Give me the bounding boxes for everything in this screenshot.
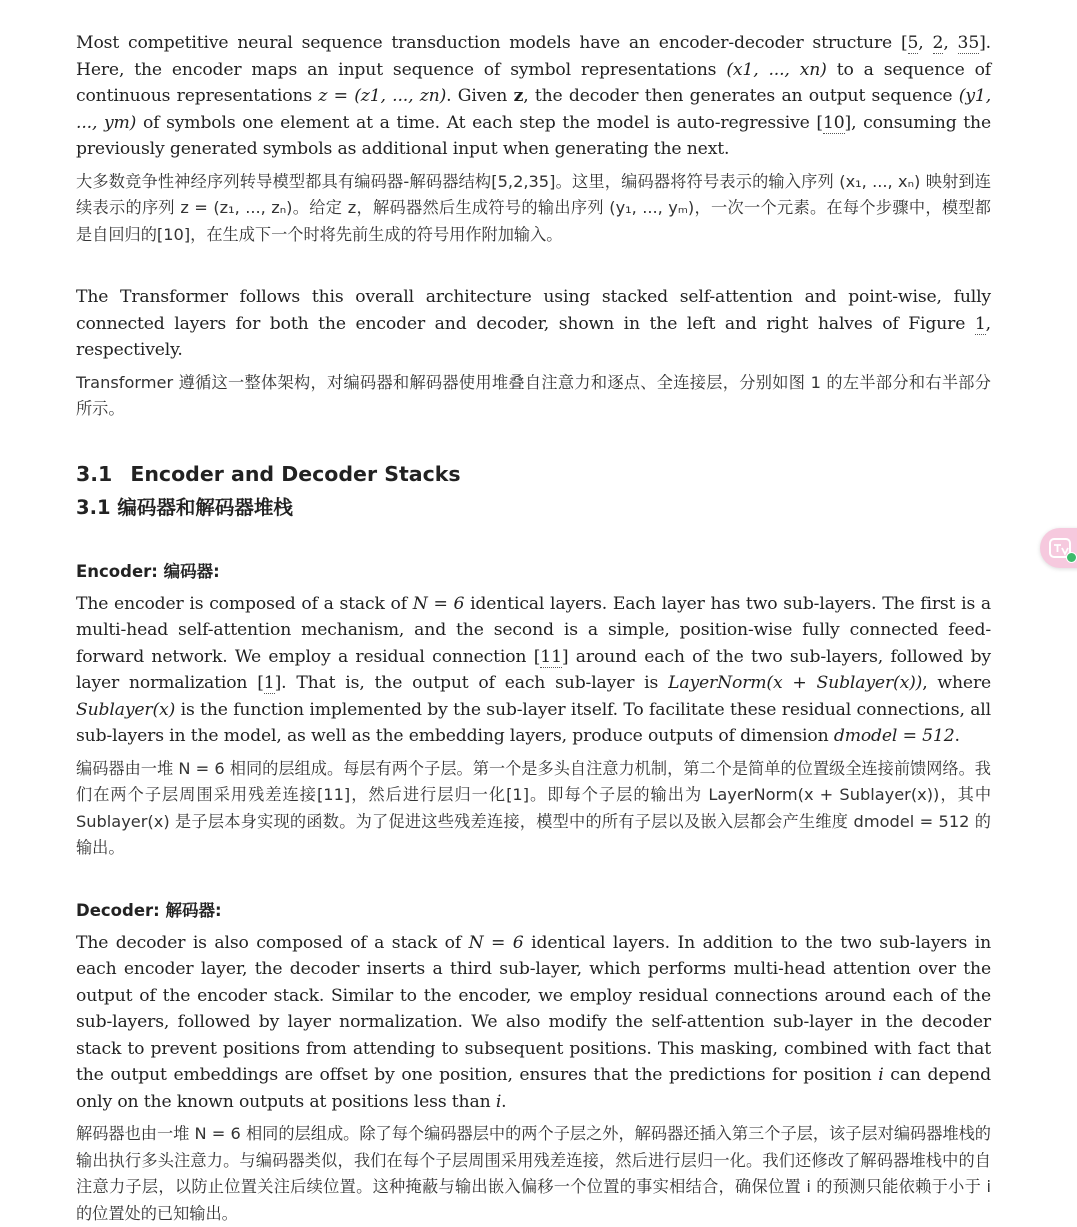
encoder-english [76,591,991,750]
math-n-equals: N = 6 [412,593,465,614]
decoder-text-c: can depend only on the known outputs at positions less than [76,1065,991,1112]
status-dot [1066,552,1077,563]
citation-link[interactable]: 10 [822,112,845,133]
encoder-chinese: 编码器由一堆 N = 6 相同的层组成。每层有两个子层。第一个是多头自注意力机制，第二个是简单的位置级全连接前馈网络。我们在两个子层周围采用残差连接[11]，然后进行层归一化[1]。即每个子层的输出为 LayerNorm(x + Sublayer(x))，其中 Sublayer(x) 是子层本身实现的函数。为了促进这些残差连接，模型中的所有子层以及嵌入层都会产生维度 dmodel = 512 的输出。 [76,758,991,857]
citation-link[interactable]: 2 [932,33,944,53]
decoder-label: Decoder: 解码器: [76,900,222,920]
math-z: z [513,86,524,106]
encoder-text-d: ]. That is, the output of each sub-layer is [274,673,669,693]
paper-page [76,30,991,1227]
para1-text-a: Most competitive neural sequence transduction models have an encoder-decoder structure [ [76,33,908,53]
encoder-text-c: ] around each of the two sub-layers, followed by layer normalization [ [76,646,991,693]
para1-english: Most competitive neural sequence transduction models have an encoder-decoder structure [5, 2, 35]. Here, the encoder maps an input sequence of symbol representations (x1, ..., xn) to a sequence of continuous representations z = (z1, ..., zn). Given z, the decoder then generates an output sequence (y1, ..., ym) of symbols one element at a time. At each step the model is auto-regressive [10], consuming the previously generated symbols as additional input when generating the next. [76,33,992,159]
encoder-text-g: . [954,726,960,746]
para1-text-g: ], consuming the previously generated symbols as additional input when generating the next. [76,112,991,159]
math-sublayer: Sublayer(x) [76,699,176,720]
citation-link[interactable]: 11 [540,646,562,667]
encoder-text-e: , where [922,673,992,693]
section-number: 3.1 [76,461,113,486]
para1-chinese: 大多数竞争性神经序列转导模型都具有编码器-解码器结构[5,2,35]。这里，编码器将符号表示的输入序列 (x₁, ..., xₙ) 映射到连续表示的序列 z = (z₁, ..., zₙ)。给定 z，解码器然后生成符号的输出序列 (y₁, ..., yₘ)，一次一个元素。在每个步骤中，模型都是自回归的[10]，在生成下一个时将先前生成的符号用作附加输入。 [76,171,991,244]
para2-chinese: Transformer 遵循这一整体架构，对编码器和解码器使用堆叠自注意力和逐点、全连接层，分别如图 1 的左半部分和右半部分所示。 [76,372,991,418]
citation-link[interactable]: 5 [907,33,919,53]
encoder-label: Encoder: 编码器: [76,561,220,581]
math-dmodel: dmodel = 512 [833,726,955,746]
math-i: i [878,1065,884,1085]
para2-text-b: , respectively. [76,313,991,360]
encoder-text-a: The encoder is composed of a stack of [76,593,413,614]
para2-text-a: The Transformer follows this overall architecture using stacked self-attention and point-wise, fully connected layers for both the encoder and decoder, shown in the left and right halves of Figure [76,287,991,334]
translate-floating-button[interactable] [1040,528,1077,568]
decoder-text-b: identical layers. In addition to the two sub-layers in each encoder layer, the decoder inserts a third sub-layer, which performs multi-head attention over the output of the encoder stack. Similar to the encoder, we employ residual connections around each of the sub-layers, followed by layer normalization. We also modify the self-attention sub-layer in the decoder stack to prevent positions from attending to subsequent positions. This masking, combined with fact that the output embeddings are offset by one position, ensures that the predictions for position [76,932,991,1085]
decoder-text-d: . [501,1091,507,1112]
math-output-sequence: (y1, ..., ym) [76,86,992,133]
section-heading [76,459,991,489]
math-n-equals: N = 6 [468,932,524,953]
encoder-text-f: is the function implemented by the sub-layer itself. To facilitate these residual connections, all sub-layers in the model, as well as the embedding layers, produce outputs of dimension [76,699,991,746]
para1-text-d: . Given [446,86,514,106]
para1-text-c: to a sequence of continuous representations [76,59,991,106]
math-i: i [495,1091,502,1112]
para1-text-b: ]. Here, the encoder maps an input sequence of symbol representations [76,33,991,80]
decoder-english [76,930,991,1116]
math-input-sequence: (x1, ..., xn) [726,59,827,80]
para1-text-f: of symbols one element at a time. At each step the model is auto-regressive [ [136,112,823,133]
math-layernorm: LayerNorm(x + Sublayer(x)) [668,673,923,693]
para2-english [76,284,991,364]
figure-link[interactable]: 1 [974,313,986,334]
citation-link[interactable]: 35 [957,33,980,53]
section-heading-chinese: 3.1 编码器和解码器堆栈 [76,495,293,519]
para1-text-e: , the decoder then generates an output sequence [523,86,959,106]
section-title: Encoder and Decoder Stacks [130,461,461,486]
decoder-text-a: The decoder is also composed of a stack of [76,932,469,953]
decoder-chinese: 解码器也由一堆 N = 6 相同的层组成。除了每个编码器层中的两个子层之外，解码器还插入第三个子层，该子层对编码器堆栈的输出执行多头注意力。与编码器类似，我们在每个子层周围采用残差连接，然后进行层归一化。我们还修改了解码器堆栈中的自注意力子层，以防止位置关注后续位置。这种掩蔽与输出嵌入偏移一个位置的事实相结合，确保位置 i 的预测只能依赖于小于 i 的位置处的已知输出。 [76,1124,991,1223]
encoder-text-b: identical layers. Each layer has two sub-layers. The first is a multi-head self-attention mechanism, and the second is a simple, position-wise fully connected feed-forward network. We employ a residual connection [ [76,593,992,667]
citation-link[interactable]: 1 [263,673,275,693]
math-z-sequence: z = (z1, ..., zn) [318,86,447,106]
